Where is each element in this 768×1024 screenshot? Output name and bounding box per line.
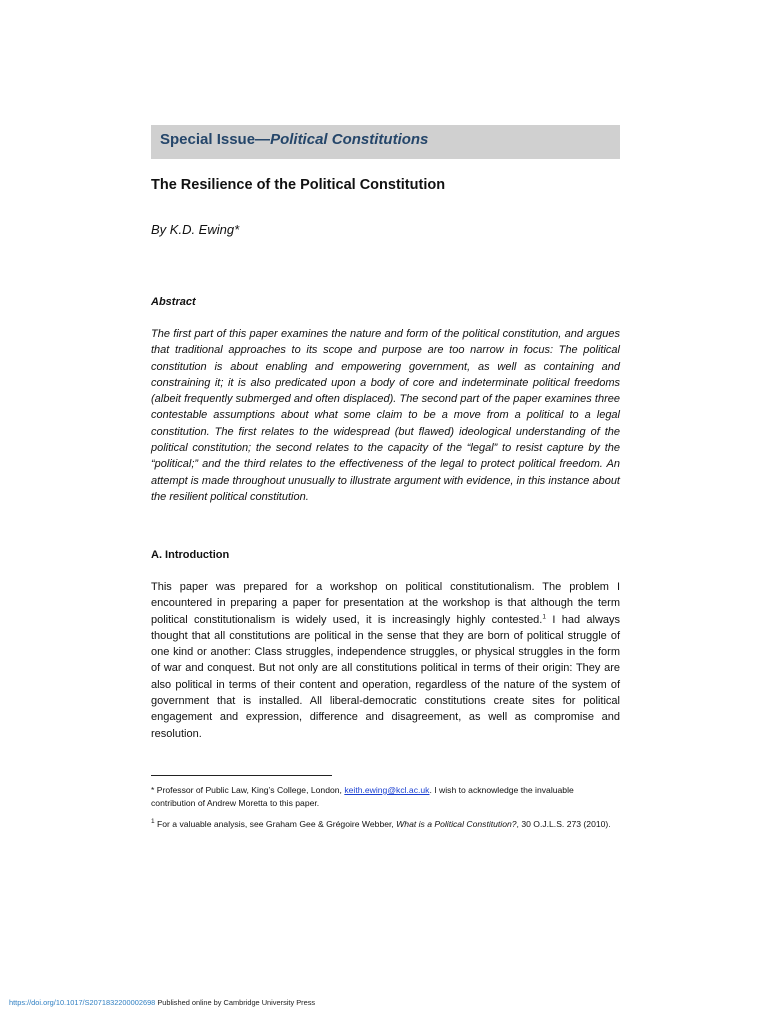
article-title: The Resilience of the Political Constitution	[151, 177, 446, 193]
page-footer	[9, 998, 315, 1007]
author-footnote-ack: . I wish to acknowledge the invaluable contribution of Andrew Moretta to this paper.	[151, 785, 574, 808]
footnote-1-mark: 1	[151, 818, 155, 826]
author-footnote-text: * Professor of Public Law, King’s College, London,	[151, 785, 345, 795]
banner-theme: Political Constitutions	[270, 131, 429, 148]
abstract-heading: Abstract	[151, 296, 196, 308]
introduction-heading: A. Introduction	[151, 549, 230, 561]
doi-link[interactable]: https://doi.org/10.1017/S2071832200002698	[9, 998, 156, 1007]
author-footnote	[151, 784, 620, 809]
intro-text-before-note: This paper was prepared for a workshop on political constitutionalism. The problem I encountered in preparing a paper for presentation at the workshop is that although the term political constitutionalism is widely used, it is increasingly highly contested.	[151, 581, 620, 626]
footnote-1-text: For a valuable analysis, see Graham Gee & Grégoire Webber,	[154, 819, 397, 829]
footnote-divider	[151, 775, 332, 776]
introduction-paragraph	[151, 579, 620, 742]
author-email-link[interactable]: keith.ewing@kcl.ac.uk	[344, 785, 430, 795]
author-byline: By K.D. Ewing*	[151, 222, 240, 237]
intro-text-after-note: I had always thought that all constitutions are political in the sense that they are born of political struggle of one kind or another: Class struggles, independence struggles, or physical struggles in the form of war and conquest. But not only are all constitutions political in terms of their origin: They are also political in terms of their content and operation, regardless of the nature of the system of government that is installed. All liberal-democratic constitutions create sites for political engagement and expression, difference and disagreement, as well as compromise and resolution.	[151, 613, 621, 740]
publisher-note: Published online by Cambridge University Press	[155, 998, 316, 1007]
special-issue-banner	[151, 125, 620, 159]
footnote-1-cited-title: What is a Political Constitution?	[396, 819, 517, 829]
footnote-1-citation: , 30 O.J.L.S. 273 (2010).	[516, 819, 611, 829]
abstract-body: The first part of this paper examines the nature and form of the political constitution, and argues that traditional approaches to its scope and purpose are too narrow in focus: The political constitution is about enabling and empowering government, as well as containing and constraining it; it is also predicated upon a body of core and indeterminate political freedoms (albeit frequently submerged and often displaced). The second part of the paper examines three contestable assumptions about what some claim to be a move from a political to a legal constitution. The first relates to the widespread (but flawed) ideological understanding of the political constitution; the second relates to the capacity of the “legal” to resist capture by the “political;” and the third relates to the effectiveness of the legal to protect political freedom. An attempt is made throughout unusually to illustrate argument with evidence, in this instance about the resilient political constitution.	[151, 328, 620, 503]
banner-lead: Special Issue—	[160, 131, 271, 148]
footnote-reference-1[interactable]: 1	[542, 612, 546, 620]
footnote-1	[151, 818, 620, 831]
